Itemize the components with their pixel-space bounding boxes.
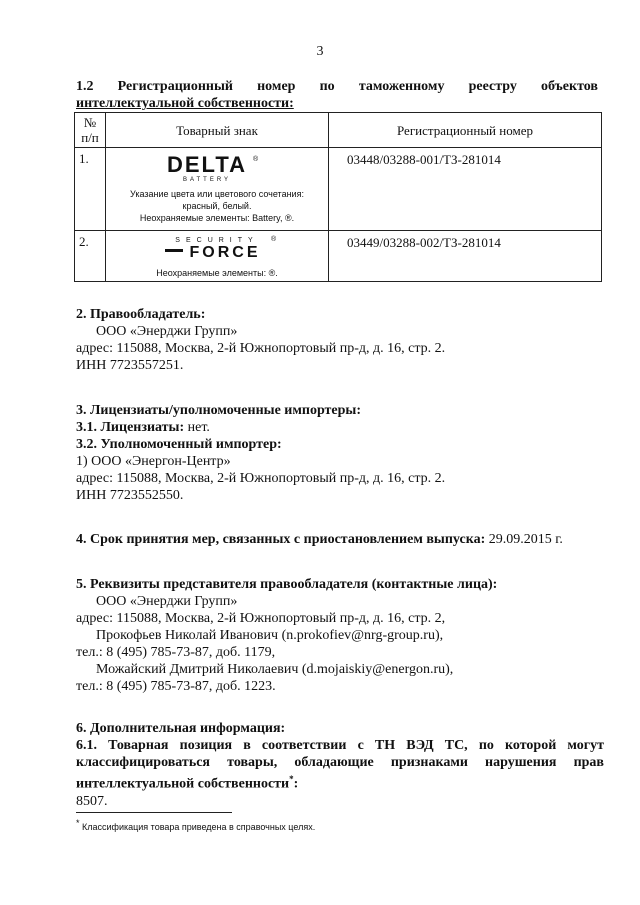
heading-word: реестру (468, 79, 517, 94)
row-num: 1. (75, 148, 106, 231)
header-num: № п/п (75, 113, 106, 148)
header-reg: Регистрационный номер (329, 113, 602, 148)
row-num: 2. (75, 231, 106, 282)
tariff-text-line: 6.1. Товарная позиция в соответствии с ТН ВЭД ТС, по которой могут (76, 738, 604, 753)
importer-label: 3.2. Уполномоченный импортер: (76, 437, 282, 452)
table-row (75, 148, 602, 231)
tariff-code: 8507. (76, 793, 108, 809)
licensees: 3.1. Лицензиаты: нет. (76, 420, 210, 435)
heading-line-2: интеллектуальной собственности: (76, 96, 294, 111)
section-3 (76, 402, 604, 504)
mark-cell (106, 231, 329, 282)
svg-text:SECURITY: SECURITY (175, 237, 259, 244)
tariff-text-line: интеллектуальной собственности*: (76, 774, 299, 792)
heading-word: Регистрационный (117, 79, 233, 94)
section-title: 6. Дополнительная информация: (76, 721, 286, 736)
header-mark: Товарный знак (106, 113, 329, 148)
svg-text:BATTERY: BATTERY (182, 177, 232, 183)
table-header-row (75, 113, 602, 148)
address: адрес: 115088, Москва, 2-й Южнопортовый пр-д, д. 16, стр. 2. (76, 471, 446, 486)
mark-note: Неохраняемые элементы: ®. (156, 268, 278, 278)
section-4 (76, 531, 604, 548)
section-title: 4. Срок принятия мер, связанных с приостановлением выпуска: (76, 532, 486, 547)
mark-cell (106, 148, 329, 231)
section-1-2-heading (76, 78, 598, 112)
section-5 (76, 576, 604, 695)
section-title: 3. Лицензиаты/уполномоченные импортеры: (76, 403, 362, 418)
contact-person: Можайский Дмитрий Николаевич (d.mojaiskiy@energon.ru), (96, 662, 454, 677)
delta-battery-logo (157, 152, 277, 184)
page-number: 3 (316, 44, 324, 59)
address: адрес: 115088, Москва, 2-й Южнопортовый пр-д, д. 16, стр. 2, (76, 611, 446, 626)
section-title: 2. Правообладатель: (76, 307, 206, 322)
inn: ИНН 7723552550. (76, 488, 184, 503)
importer-name: 1) ООО «Энергон-Центр» (76, 454, 231, 469)
footnote: * Классификация товара приведена в справочных целях. (76, 818, 316, 832)
footnote-rule (76, 812, 232, 813)
phone: тел.: 8 (495) 785-73-87, доб. 1223. (76, 679, 276, 694)
svg-text:®: ® (271, 236, 277, 243)
section-6 (76, 720, 604, 810)
phone: тел.: 8 (495) 785-73-87, доб. 1179, (76, 645, 276, 660)
contact-person: Прокофьев Николай Иванович (n.prokofiev@nrg-group.ru), (96, 628, 444, 643)
section-number: 1.2 (76, 79, 94, 94)
company-name: ООО «Энерджи Групп» (96, 324, 238, 339)
svg-text:®: ® (253, 156, 259, 163)
heading-word: таможенному (358, 79, 445, 94)
svg-text:DELTA: DELTA (166, 152, 248, 177)
section-title: 5. Реквизиты представителя правообладателя (контактные лица): (76, 577, 498, 592)
mark-note: Указание цвета или цветового сочетания: красный, белый. Неохраняемые элементы: Battery, ®. (130, 189, 304, 223)
heading-word: объектов (540, 79, 598, 94)
address: адрес: 115088, Москва, 2-й Южнопортовый пр-д, д. 16, стр. 2. (76, 341, 446, 356)
security-force-logo (147, 233, 287, 263)
table-row (75, 231, 602, 282)
company-name: ООО «Энерджи Групп» (96, 594, 238, 609)
inn: ИНН 7723557251. (76, 358, 184, 373)
reg-number: 03449/03288-002/ТЗ-281014 (329, 231, 602, 282)
heading-word: номер (257, 79, 296, 94)
svg-text:FORCE: FORCE (189, 244, 261, 261)
reg-number: 03448/03288-001/ТЗ-281014 (329, 148, 602, 231)
tariff-text-line: классифицироваться товары, обладающие признаками нарушения прав (76, 755, 604, 770)
heading-word: по (319, 79, 335, 94)
trademark-table (74, 112, 602, 282)
deadline-date: 29.09.2015 г. (485, 532, 563, 547)
section-2 (76, 306, 604, 374)
